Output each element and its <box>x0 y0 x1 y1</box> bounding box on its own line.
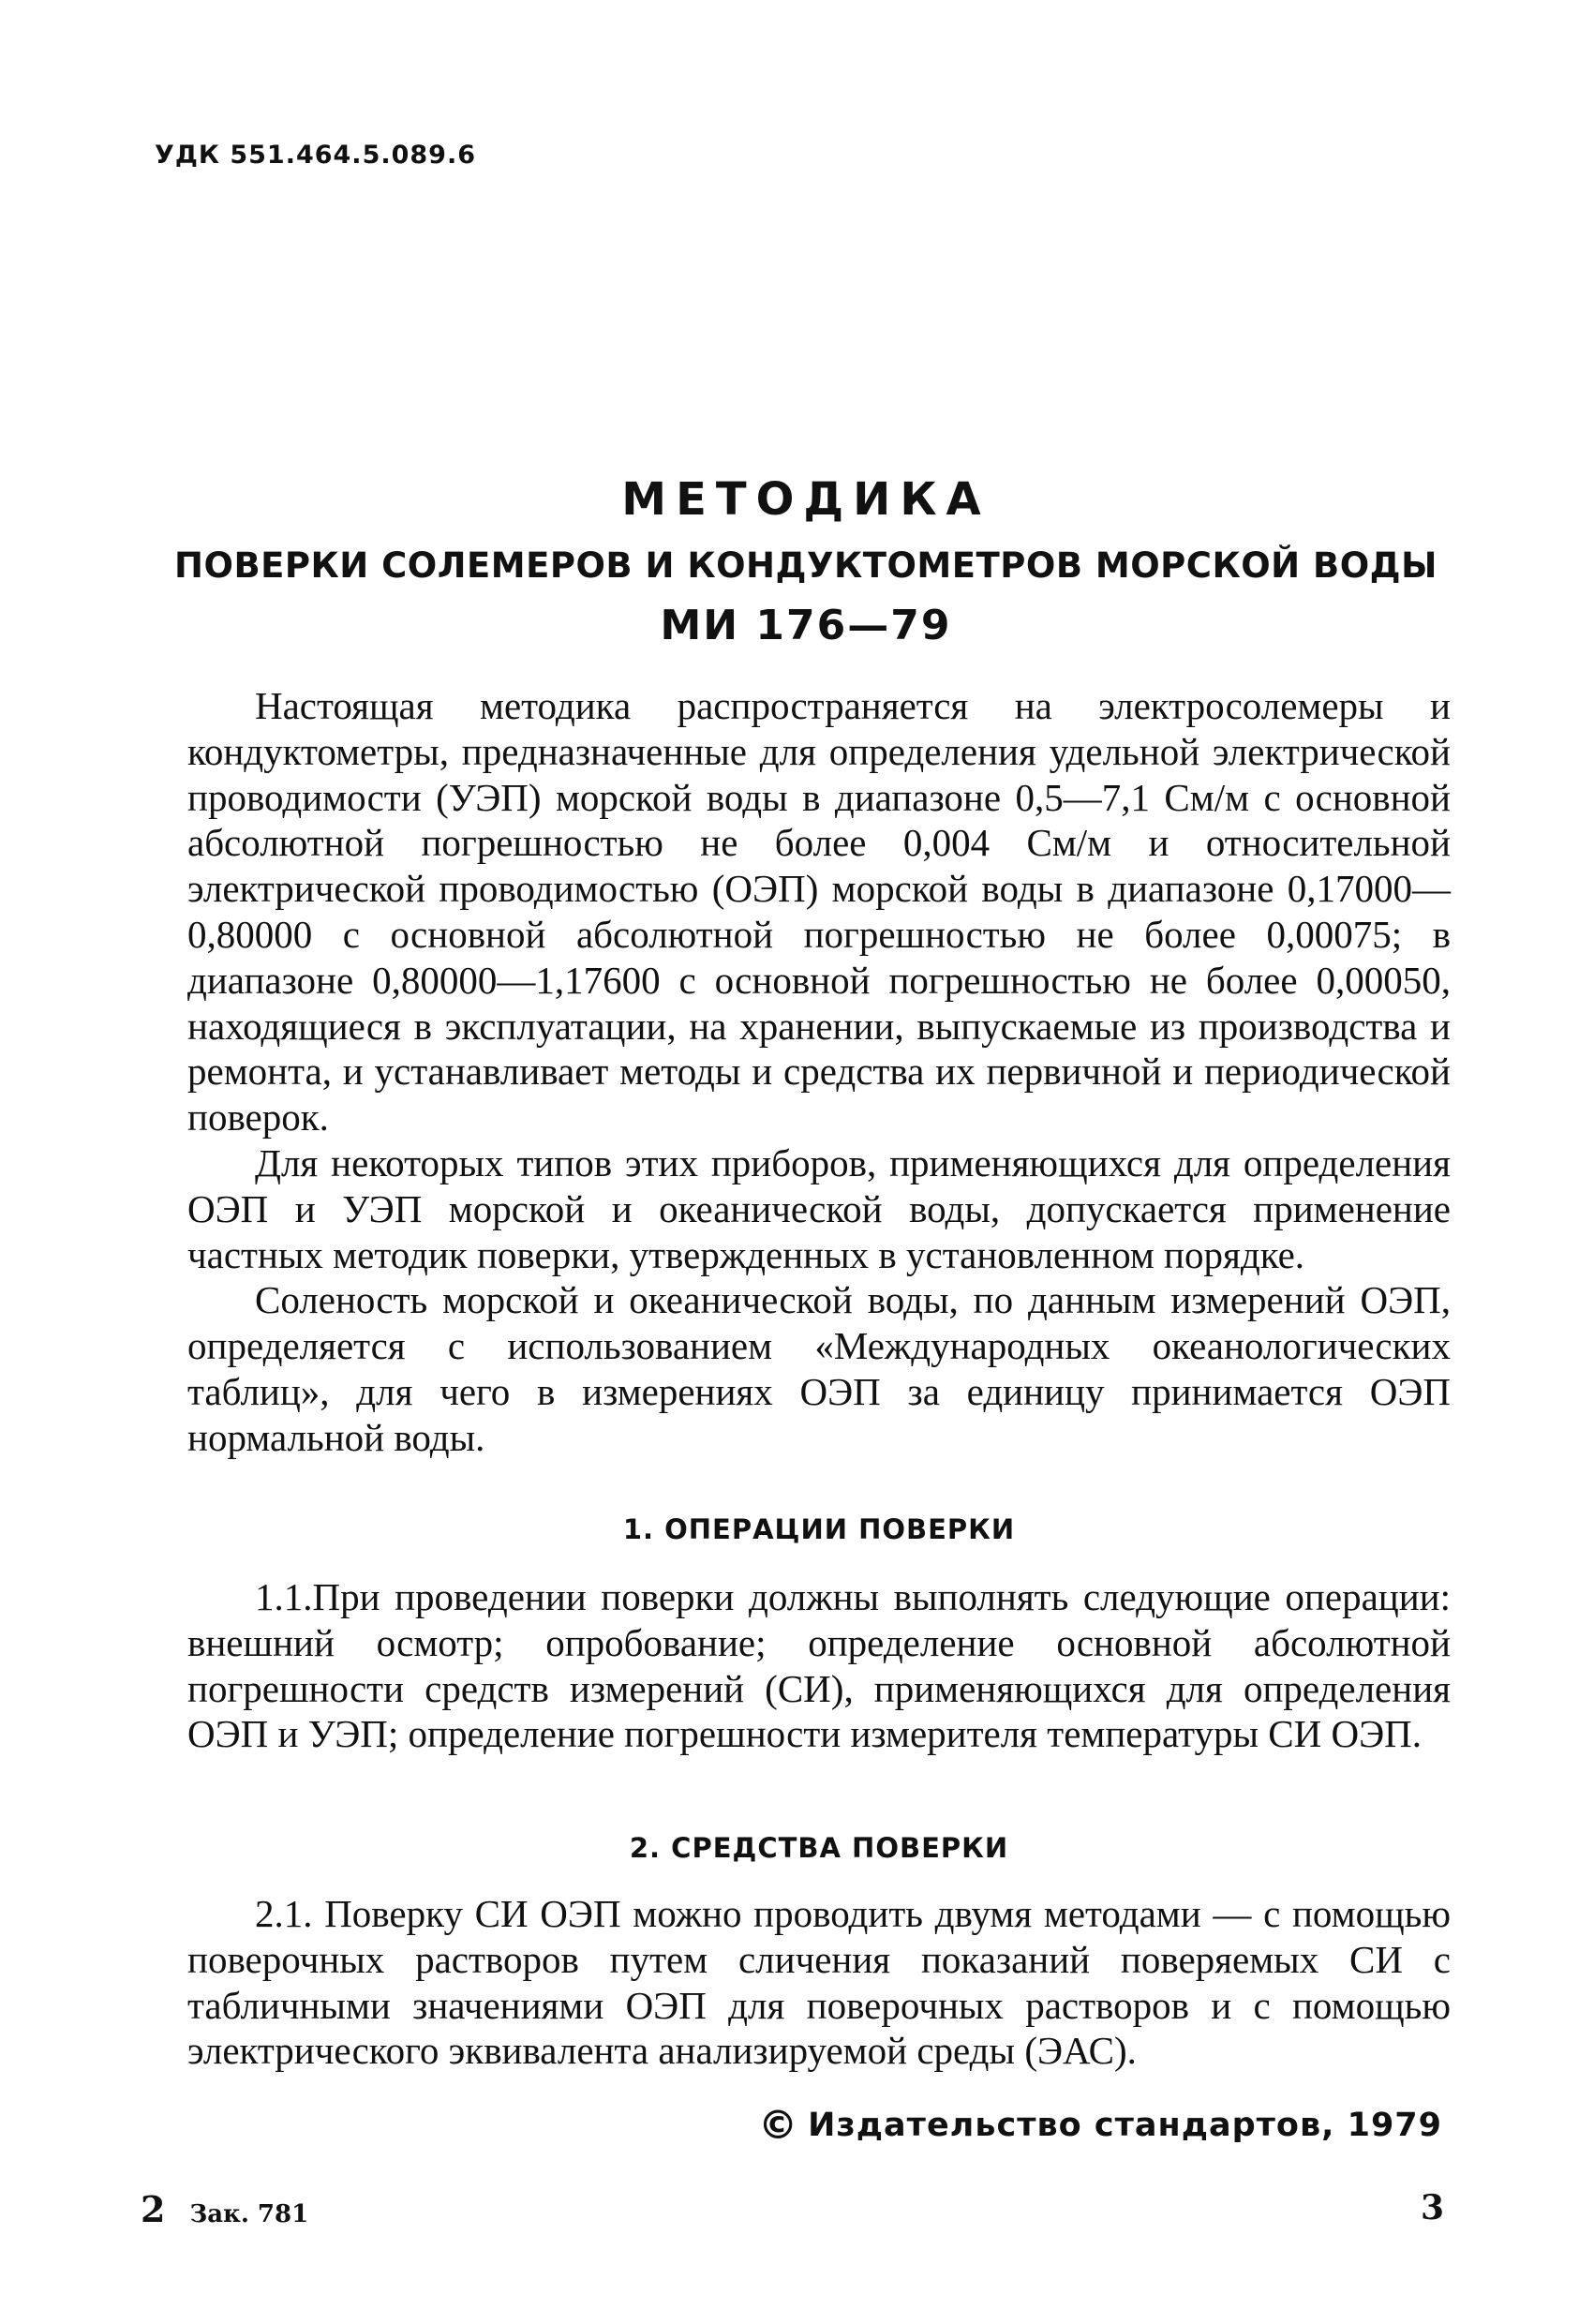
section-operations <box>187 1574 1451 1757</box>
section-heading-means: 2. СРЕДСТВА ПОВЕРКИ <box>629 1832 1009 1864</box>
order-number: Зак. 781 <box>189 2200 309 2228</box>
intro-paragraph: Настоящая методика распространяется на электросолемеры и кондуктометры, предназначенные для определения удельной электрической проводимости (УЭП) морской воды в диапазоне 0,5—7,1 См/м с основной абсолютной погрешностью не более 0,004 См/м и относительной электрической проводимостью (ОЭП) морской воды в диапазоне 0,17000—0,80000 с основной абсолютной погрешностью не более 0,00075; в диапазоне 0,80000—1,17600 с основной погрешностью не более 0,00050, находящиеся в эксплуатации, на хранении, выпускаемые из производства и ремонта, и устанавливает методы и средства их первичной и периодической поверок. <box>187 684 1451 1140</box>
copyright-text: Издательство стандартов, 1979 <box>808 2107 1442 2144</box>
document-title: МЕТОДИКА <box>621 473 991 526</box>
footer-print-info <box>141 2188 308 2230</box>
sheet-number: 2 <box>141 2188 166 2230</box>
intro-paragraph: Соленость морской и океанической воды, по данным измерений ОЭП, определяется с использованием «Международных океанологических таблиц», для чего в измерениях ОЭП за единицу принимается ОЭП нормальной воды. <box>187 1278 1451 1459</box>
page-number: 3 <box>1420 2188 1444 2227</box>
section-paragraph: 1.1.При проведении поверки должны выполнять следующие операции: внешний осмотр; опробование; определение основной абсолютной погрешности средств измерений (СИ), применяющихся для определения ОЭП и УЭП; определение погрешности измерителя температуры СИ ОЭП. <box>187 1575 1451 1756</box>
udk-code: УДК 551.464.5.089.6 <box>155 141 477 170</box>
document-code: МИ 176—79 <box>660 602 952 649</box>
document-subtitle: ПОВЕРКИ СОЛЕМЕРОВ И КОНДУКТОМЕТРОВ МОРСКОЙ ВОДЫ <box>174 545 1438 586</box>
section-means <box>187 1891 1451 2074</box>
intro-section <box>187 683 1451 1461</box>
copyright-notice <box>758 2102 1442 2148</box>
copyright-icon: © <box>758 2102 799 2148</box>
section-paragraph: 2.1. Поверку СИ ОЭП можно проводить двумя методами — с помощью поверочных растворов путем сличения показаний поверяемых СИ с табличными значениями ОЭП для поверочных растворов и с помощью электрического эквивалента анализируемой среды (ЭАС). <box>187 1892 1451 2073</box>
section-heading-operations: 1. ОПЕРАЦИИ ПОВЕРКИ <box>622 1513 1016 1545</box>
intro-paragraph: Для некоторых типов этих приборов, применяющихся для определения ОЭП и УЭП морской и океанической воды, допускается применение частных методик поверки, утвержденных в установленном порядке. <box>187 1140 1451 1276</box>
